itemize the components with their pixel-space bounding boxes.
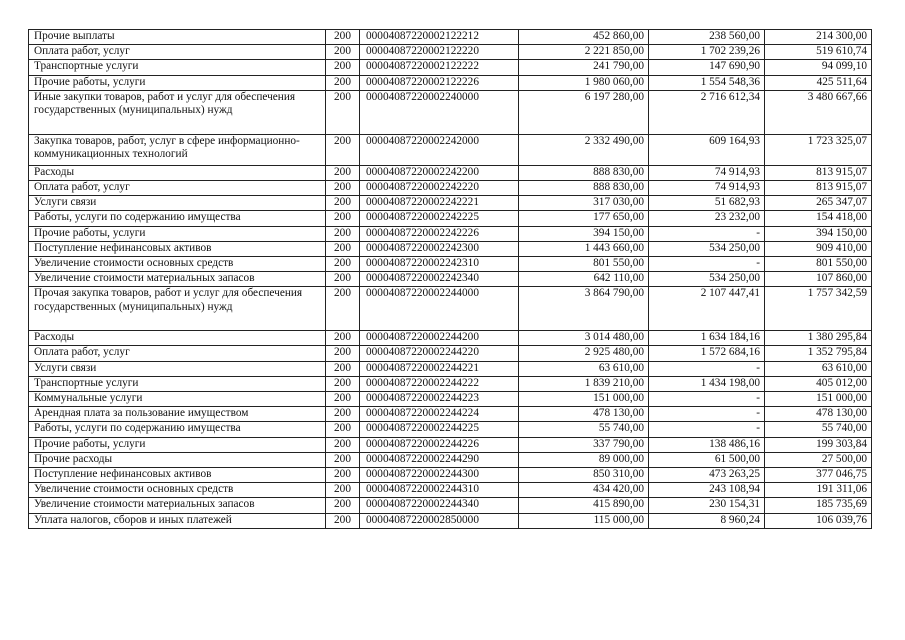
row-approved-amount-cell: 1 980 060,00 bbox=[519, 75, 649, 90]
table-row bbox=[29, 256, 872, 271]
row-approved-amount-cell: 63 610,00 bbox=[519, 361, 649, 376]
row-executed-amount-cell: 2 716 612,34 bbox=[649, 90, 765, 134]
row-name-cell: Арендная плата за пользование имуществом bbox=[29, 407, 326, 422]
row-approved-amount-cell: 2 221 850,00 bbox=[519, 45, 649, 60]
row-executed-amount-cell: 74 914,93 bbox=[649, 180, 765, 195]
row-name-cell: Коммунальные услуги bbox=[29, 392, 326, 407]
row-approved-amount-cell: 89 000,00 bbox=[519, 452, 649, 467]
row-executed-amount-cell: 238 560,00 bbox=[649, 30, 765, 45]
row-approved-amount-cell: 452 860,00 bbox=[519, 30, 649, 45]
row-remaining-amount-cell: 1 380 295,84 bbox=[765, 331, 872, 346]
row-code-cell: 200 bbox=[326, 287, 360, 331]
row-name-cell: Услуги связи bbox=[29, 361, 326, 376]
row-approved-amount-cell: 3 864 790,00 bbox=[519, 287, 649, 331]
row-remaining-amount-cell: 107 860,00 bbox=[765, 272, 872, 287]
row-remaining-amount-cell: 199 303,84 bbox=[765, 437, 872, 452]
row-classification-cell: 00004087220002242220 bbox=[360, 180, 519, 195]
row-code-cell: 200 bbox=[326, 60, 360, 75]
row-executed-amount-cell: 147 690,90 bbox=[649, 60, 765, 75]
row-approved-amount-cell: 1 443 660,00 bbox=[519, 241, 649, 256]
row-approved-amount-cell: 1 839 210,00 bbox=[519, 376, 649, 391]
row-remaining-amount-cell: 265 347,07 bbox=[765, 196, 872, 211]
table-row bbox=[29, 376, 872, 391]
table-row bbox=[29, 272, 872, 287]
row-name-cell: Иные закупки товаров, работ и услуг для обеспечения государственных (муниципальных) нужд bbox=[29, 90, 326, 134]
row-remaining-amount-cell: 214 300,00 bbox=[765, 30, 872, 45]
row-code-cell: 200 bbox=[326, 513, 360, 528]
table-row bbox=[29, 392, 872, 407]
row-executed-amount-cell: 1 554 548,36 bbox=[649, 75, 765, 90]
row-classification-cell: 00004087220002244225 bbox=[360, 422, 519, 437]
row-executed-amount-cell: 2 107 447,41 bbox=[649, 287, 765, 331]
row-approved-amount-cell: 151 000,00 bbox=[519, 392, 649, 407]
row-approved-amount-cell: 415 890,00 bbox=[519, 498, 649, 513]
row-executed-amount-cell: 534 250,00 bbox=[649, 241, 765, 256]
row-code-cell: 200 bbox=[326, 498, 360, 513]
row-remaining-amount-cell: 154 418,00 bbox=[765, 211, 872, 226]
row-remaining-amount-cell: 185 735,69 bbox=[765, 498, 872, 513]
table-row bbox=[29, 211, 872, 226]
row-approved-amount-cell: 394 150,00 bbox=[519, 226, 649, 241]
table-row bbox=[29, 437, 872, 452]
row-classification-cell: 00004087220002242000 bbox=[360, 134, 519, 165]
row-classification-cell: 00004087220002244000 bbox=[360, 287, 519, 331]
row-approved-amount-cell: 2 925 480,00 bbox=[519, 346, 649, 361]
table-row bbox=[29, 196, 872, 211]
row-code-cell: 200 bbox=[326, 331, 360, 346]
table-row bbox=[29, 331, 872, 346]
row-remaining-amount-cell: 801 550,00 bbox=[765, 256, 872, 271]
row-remaining-amount-cell: 106 039,76 bbox=[765, 513, 872, 528]
row-remaining-amount-cell: 27 500,00 bbox=[765, 452, 872, 467]
table-row bbox=[29, 422, 872, 437]
table-row bbox=[29, 452, 872, 467]
row-classification-cell: 00004087220002850000 bbox=[360, 513, 519, 528]
row-executed-amount-cell: - bbox=[649, 226, 765, 241]
row-code-cell: 200 bbox=[326, 376, 360, 391]
row-approved-amount-cell: 888 830,00 bbox=[519, 180, 649, 195]
row-remaining-amount-cell: 3 480 667,66 bbox=[765, 90, 872, 134]
table-row bbox=[29, 165, 872, 180]
row-name-cell: Прочие выплаты bbox=[29, 30, 326, 45]
row-executed-amount-cell: 51 682,93 bbox=[649, 196, 765, 211]
row-remaining-amount-cell: 55 740,00 bbox=[765, 422, 872, 437]
row-executed-amount-cell: 1 702 239,26 bbox=[649, 45, 765, 60]
row-remaining-amount-cell: 151 000,00 bbox=[765, 392, 872, 407]
budget-execution-table bbox=[28, 29, 872, 529]
row-name-cell: Увеличение стоимости основных средств bbox=[29, 483, 326, 498]
row-code-cell: 200 bbox=[326, 467, 360, 482]
row-executed-amount-cell: - bbox=[649, 256, 765, 271]
budget-report-page bbox=[28, 29, 871, 529]
row-executed-amount-cell: - bbox=[649, 407, 765, 422]
row-executed-amount-cell: 8 960,24 bbox=[649, 513, 765, 528]
row-approved-amount-cell: 6 197 280,00 bbox=[519, 90, 649, 134]
row-classification-cell: 00004087220002242300 bbox=[360, 241, 519, 256]
row-remaining-amount-cell: 425 511,64 bbox=[765, 75, 872, 90]
row-code-cell: 200 bbox=[326, 226, 360, 241]
row-name-cell: Увеличение стоимости основных средств bbox=[29, 256, 326, 271]
row-code-cell: 200 bbox=[326, 392, 360, 407]
row-executed-amount-cell: 1 634 184,16 bbox=[649, 331, 765, 346]
row-approved-amount-cell: 642 110,00 bbox=[519, 272, 649, 287]
row-remaining-amount-cell: 94 099,10 bbox=[765, 60, 872, 75]
row-classification-cell: 00004087220002244220 bbox=[360, 346, 519, 361]
row-classification-cell: 00004087220002244340 bbox=[360, 498, 519, 513]
row-name-cell: Работы, услуги по содержанию имущества bbox=[29, 211, 326, 226]
row-executed-amount-cell: 609 164,93 bbox=[649, 134, 765, 165]
row-code-cell: 200 bbox=[326, 30, 360, 45]
row-approved-amount-cell: 850 310,00 bbox=[519, 467, 649, 482]
table-row bbox=[29, 407, 872, 422]
row-classification-cell: 00004087220002242221 bbox=[360, 196, 519, 211]
table-row bbox=[29, 287, 872, 331]
table-row bbox=[29, 467, 872, 482]
table-row bbox=[29, 513, 872, 528]
table-row bbox=[29, 30, 872, 45]
row-code-cell: 200 bbox=[326, 165, 360, 180]
row-remaining-amount-cell: 63 610,00 bbox=[765, 361, 872, 376]
row-code-cell: 200 bbox=[326, 75, 360, 90]
row-name-cell: Прочая закупка товаров, работ и услуг для обеспечения государственных (муниципальных) нужд bbox=[29, 287, 326, 331]
row-code-cell: 200 bbox=[326, 45, 360, 60]
row-code-cell: 200 bbox=[326, 272, 360, 287]
row-approved-amount-cell: 115 000,00 bbox=[519, 513, 649, 528]
row-remaining-amount-cell: 191 311,06 bbox=[765, 483, 872, 498]
row-remaining-amount-cell: 813 915,07 bbox=[765, 165, 872, 180]
row-executed-amount-cell: 473 263,25 bbox=[649, 467, 765, 482]
row-code-cell: 200 bbox=[326, 241, 360, 256]
row-code-cell: 200 bbox=[326, 483, 360, 498]
row-remaining-amount-cell: 377 046,75 bbox=[765, 467, 872, 482]
row-executed-amount-cell: 230 154,31 bbox=[649, 498, 765, 513]
table-row bbox=[29, 346, 872, 361]
row-executed-amount-cell: 138 486,16 bbox=[649, 437, 765, 452]
table-row bbox=[29, 180, 872, 195]
row-executed-amount-cell: - bbox=[649, 422, 765, 437]
row-code-cell: 200 bbox=[326, 134, 360, 165]
row-approved-amount-cell: 55 740,00 bbox=[519, 422, 649, 437]
row-remaining-amount-cell: 1 757 342,59 bbox=[765, 287, 872, 331]
row-executed-amount-cell: 1 434 198,00 bbox=[649, 376, 765, 391]
row-classification-cell: 00004087220002244200 bbox=[360, 331, 519, 346]
row-name-cell: Расходы bbox=[29, 165, 326, 180]
row-executed-amount-cell: - bbox=[649, 392, 765, 407]
row-remaining-amount-cell: 1 723 325,07 bbox=[765, 134, 872, 165]
row-approved-amount-cell: 478 130,00 bbox=[519, 407, 649, 422]
table-row bbox=[29, 75, 872, 90]
row-executed-amount-cell: 23 232,00 bbox=[649, 211, 765, 226]
row-code-cell: 200 bbox=[326, 180, 360, 195]
row-classification-cell: 00004087220002244300 bbox=[360, 467, 519, 482]
row-executed-amount-cell: 243 108,94 bbox=[649, 483, 765, 498]
row-classification-cell: 00004087220002244221 bbox=[360, 361, 519, 376]
row-code-cell: 200 bbox=[326, 346, 360, 361]
row-code-cell: 200 bbox=[326, 407, 360, 422]
row-classification-cell: 00004087220002244226 bbox=[360, 437, 519, 452]
row-name-cell: Прочие работы, услуги bbox=[29, 226, 326, 241]
row-name-cell: Поступление нефинансовых активов bbox=[29, 467, 326, 482]
row-classification-cell: 00004087220002242310 bbox=[360, 256, 519, 271]
row-name-cell: Увеличение стоимости материальных запасов bbox=[29, 272, 326, 287]
row-name-cell: Оплата работ, услуг bbox=[29, 45, 326, 60]
row-name-cell: Транспортные услуги bbox=[29, 376, 326, 391]
row-name-cell: Услуги связи bbox=[29, 196, 326, 211]
row-remaining-amount-cell: 909 410,00 bbox=[765, 241, 872, 256]
row-name-cell: Прочие работы, услуги bbox=[29, 75, 326, 90]
row-executed-amount-cell: 1 572 684,16 bbox=[649, 346, 765, 361]
row-code-cell: 200 bbox=[326, 90, 360, 134]
row-name-cell: Транспортные услуги bbox=[29, 60, 326, 75]
row-remaining-amount-cell: 478 130,00 bbox=[765, 407, 872, 422]
row-executed-amount-cell: - bbox=[649, 361, 765, 376]
row-code-cell: 200 bbox=[326, 422, 360, 437]
row-name-cell: Оплата работ, услуг bbox=[29, 180, 326, 195]
row-name-cell: Работы, услуги по содержанию имущества bbox=[29, 422, 326, 437]
row-classification-cell: 00004087220002122222 bbox=[360, 60, 519, 75]
row-code-cell: 200 bbox=[326, 196, 360, 211]
table-row bbox=[29, 226, 872, 241]
row-approved-amount-cell: 317 030,00 bbox=[519, 196, 649, 211]
row-approved-amount-cell: 434 420,00 bbox=[519, 483, 649, 498]
row-classification-cell: 00004087220002244290 bbox=[360, 452, 519, 467]
row-approved-amount-cell: 888 830,00 bbox=[519, 165, 649, 180]
budget-table-body bbox=[29, 30, 872, 529]
row-name-cell: Увеличение стоимости материальных запасов bbox=[29, 498, 326, 513]
row-approved-amount-cell: 177 650,00 bbox=[519, 211, 649, 226]
table-row bbox=[29, 90, 872, 134]
row-executed-amount-cell: 74 914,93 bbox=[649, 165, 765, 180]
row-approved-amount-cell: 2 332 490,00 bbox=[519, 134, 649, 165]
row-classification-cell: 00004087220002244224 bbox=[360, 407, 519, 422]
row-remaining-amount-cell: 394 150,00 bbox=[765, 226, 872, 241]
row-name-cell: Прочие работы, услуги bbox=[29, 437, 326, 452]
row-code-cell: 200 bbox=[326, 211, 360, 226]
row-classification-cell: 00004087220002244223 bbox=[360, 392, 519, 407]
table-row bbox=[29, 134, 872, 165]
row-classification-cell: 00004087220002242226 bbox=[360, 226, 519, 241]
table-row bbox=[29, 60, 872, 75]
row-approved-amount-cell: 3 014 480,00 bbox=[519, 331, 649, 346]
row-remaining-amount-cell: 1 352 795,84 bbox=[765, 346, 872, 361]
row-name-cell: Закупка товаров, работ, услуг в сфере информационно-коммуникационных технологий bbox=[29, 134, 326, 165]
row-classification-cell: 00004087220002122226 bbox=[360, 75, 519, 90]
row-classification-cell: 00004087220002122220 bbox=[360, 45, 519, 60]
row-classification-cell: 00004087220002242340 bbox=[360, 272, 519, 287]
row-name-cell: Оплата работ, услуг bbox=[29, 346, 326, 361]
row-code-cell: 200 bbox=[326, 256, 360, 271]
row-executed-amount-cell: 61 500,00 bbox=[649, 452, 765, 467]
row-name-cell: Поступление нефинансовых активов bbox=[29, 241, 326, 256]
row-remaining-amount-cell: 813 915,07 bbox=[765, 180, 872, 195]
row-classification-cell: 00004087220002240000 bbox=[360, 90, 519, 134]
table-row bbox=[29, 483, 872, 498]
row-code-cell: 200 bbox=[326, 437, 360, 452]
row-classification-cell: 00004087220002244222 bbox=[360, 376, 519, 391]
table-row bbox=[29, 241, 872, 256]
row-code-cell: 200 bbox=[326, 452, 360, 467]
row-approved-amount-cell: 241 790,00 bbox=[519, 60, 649, 75]
row-code-cell: 200 bbox=[326, 361, 360, 376]
row-remaining-amount-cell: 519 610,74 bbox=[765, 45, 872, 60]
row-name-cell: Расходы bbox=[29, 331, 326, 346]
row-classification-cell: 00004087220002244310 bbox=[360, 483, 519, 498]
row-name-cell: Уплата налогов, сборов и иных платежей bbox=[29, 513, 326, 528]
table-row bbox=[29, 361, 872, 376]
row-approved-amount-cell: 801 550,00 bbox=[519, 256, 649, 271]
row-approved-amount-cell: 337 790,00 bbox=[519, 437, 649, 452]
row-remaining-amount-cell: 405 012,00 bbox=[765, 376, 872, 391]
row-name-cell: Прочие расходы bbox=[29, 452, 326, 467]
row-classification-cell: 00004087220002122212 bbox=[360, 30, 519, 45]
row-executed-amount-cell: 534 250,00 bbox=[649, 272, 765, 287]
table-row bbox=[29, 498, 872, 513]
row-classification-cell: 00004087220002242200 bbox=[360, 165, 519, 180]
table-row bbox=[29, 45, 872, 60]
row-classification-cell: 00004087220002242225 bbox=[360, 211, 519, 226]
